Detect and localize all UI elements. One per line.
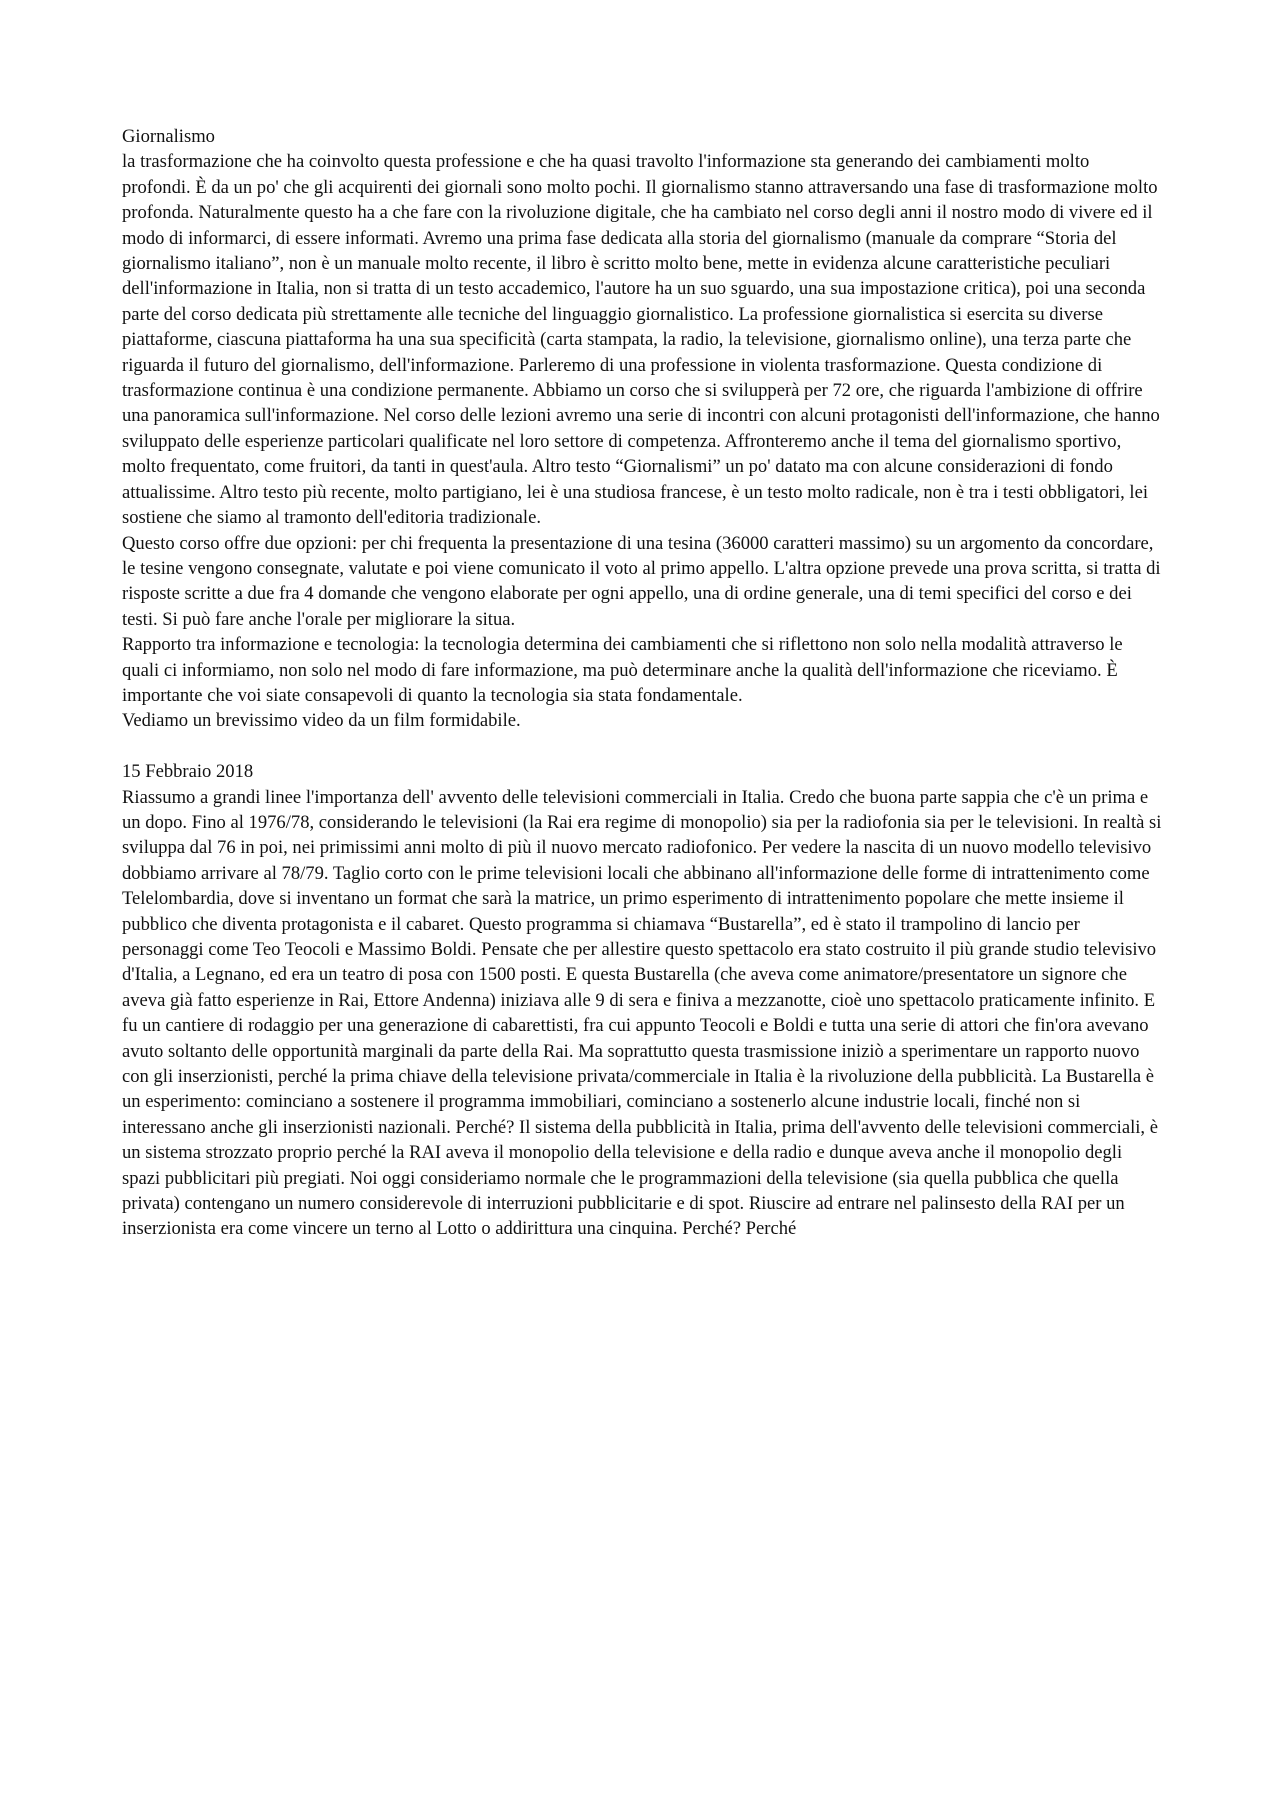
paragraph-intro: la trasformazione che ha coinvolto questa professione e che ha quasi travolto l'informazione sta generando dei cambiamenti molto profondi. È da un po' che gli acquirenti dei giornali sono molto pochi. Il giornalismo stanno attraversando una fase di trasformazione molto profonda. Naturalmente questo ha a che fare con la rivoluzione digitale, che ha cambiato nel corso degli anni il nostro modo di vivere ed il modo di informarci, di essere informati. Avremo una prima fase dedicata alla storia del giornalismo (manuale da comprare “Storia del giornalismo italiano”, non è un manuale molto recente, il libro è scritto molto bene, mette in evidenza alcune caratteristiche peculiari dell'informazione in Italia, non si tratta di un testo accademico, l'autore ha un suo sguardo, una sua impostazione critica), poi una seconda parte del corso dedicata più strettamente alle tecniche del linguaggio giornalistico. La professione giornalistica si esercita su diverse piattaforme, ciascuna piattaforma ha una sua specificità (carta stampata, la radio, la televisione, giornalismo online), una terza parte che riguarda il futuro del giornalismo, dell'informazione. Parleremo di una professione in violenta trasformazione. Questa condizione di trasformazione continua è una condizione permanente. Abbiamo un corso che si svilupperà per 72 ore, che riguarda l'ambizione di offrire una panoramica sull'informazione. Nel corso delle lezioni avremo una serie di incontri con alcuni protagonisti dell'informazione, che hanno sviluppato delle esperienze particolari qualificate nel loro settore di competenza. Affronteremo anche il tema del giornalismo sportivo, molto frequentato, come fruitori, da tanti in quest'aula. Altro testo “Giornalismi” un po' datato ma con alcune considerazioni di fondo attualissime. Altro testo più recente, molto partigiano, lei è una studiosa francese, è un testo molto radicale, non è tra i testi obbligatori, lei sostiene che siamo al tramonto dell'editoria tradizionale.	[122, 151, 1160, 529]
paragraph-video: Vediamo un brevissimo video da un film formidabile.	[122, 710, 521, 732]
section-date: 15 Febbraio 2018	[122, 761, 254, 783]
paragraph-course-options: Questo corso offre due opzioni: per chi frequenta la presentazione di una tesina (36000 caratteri massimo) su un argomento da concordare, le tesine vengono consegnate, valutate e poi viene comunicato il voto al primo appello. L'altra opzione prevede una prova scritta, si tratta di risposte scritte a due fra 4 domande che vengono elaborate per ogni appello, una di ordine generale, una di temi specifici del corso e dei testi. Si può fare anche l'orale per migliorare la situa.	[122, 532, 1161, 630]
document-title: Giornalismo	[122, 126, 215, 147]
document-page	[122, 124, 1162, 1242]
paragraph-commercial-tv: Riassumo a grandi linee l'importanza dell' avvento delle televisioni commerciali in Italia. Credo che buona parte sappia che c'è un prima e un dopo. Fino al 1976/78, considerando le televisioni (la Rai era regime di monopolio) sia per la radiofonia sia per le televisioni. In realtà si sviluppa dal 76 in poi, nei primissimi anni molto di più il nuovo mercato radiofonico. Per vedere la nascita di un nuovo modello televisivo dobbiamo arrivare al 78/79. Taglio corto con le prime televisioni locali che abbinano all'informazione delle forme di intrattenimento come Telelombardia, dove si inventano un format che sarà la matrice, un primo esperimento di intrattenimento popolare che mette insieme il pubblico che diventa protagonista e il cabaret. Questo programma si chiamava “Bustarella”, ed è stato il trampolino di lancio per personaggi come Teo Teocoli e Massimo Boldi. Pensate che per allestire questo spettacolo era stato costruito il più grande studio televisivo d'Italia, a Legnano, ed era un teatro di posa con 1500 posti. E questa Bustarella (che aveva come animatore/presentatore un signore che aveva già fatto esperienze in Rai, Ettore Andenna) iniziava alle 9 di sera e finiva a mezzanotte, cioè uno spettacolo praticamente infinito. E fu un cantiere di rodaggio per una generazione di cabarettisti, fra cui appunto Teocoli e Boldi e tutta una serie di attori che fin'ora avevano avuto soltanto delle opportunità marginali da parte della Rai. Ma soprattutto questa trasmissione iniziò a sperimentare un rapporto nuovo con gli inserzionisti, perché la prima chiave della televisione privata/commerciale in Italia è la rivoluzione della pubblicità. La Bustarella è un esperimento: cominciano a sostenere il programma immobiliari, cominciano a sostenerlo alcune industrie locali, finché non si interessano anche gli inserzionisti nazionali. Perché? Il sistema della pubblicità in Italia, prima dell'avvento delle televisioni commerciali, è un sistema strozzato proprio perché la RAI aveva il monopolio della televisione e della radio e dunque aveva anche il monopolio degli spazi pubblicitari più pregiati. Noi oggi consideriamo normale che le programmazioni della televisione (sia quella pubblica che quella privata) contengano un numero considerevole di interruzioni pubblicitarie e di spot. Riuscire ad entrare nel palinsesto della RAI per un inserzionista era come vincere un terno al Lotto o addirittura una cinquina. Perché? Perché	[122, 786, 1162, 1240]
blank-line	[122, 734, 1162, 759]
paragraph-technology: Rapporto tra informazione e tecnologia: la tecnologia determina dei cambiamenti che si riflettono non solo nella modalità attraverso le quali ci informiamo, non solo nel modo di fare informazione, ma può determinare anche la qualità dell'informazione che riceviamo. È importante che voi siate consapevoli di quanto la tecnologia sia stata fondamentale.	[122, 634, 1123, 706]
